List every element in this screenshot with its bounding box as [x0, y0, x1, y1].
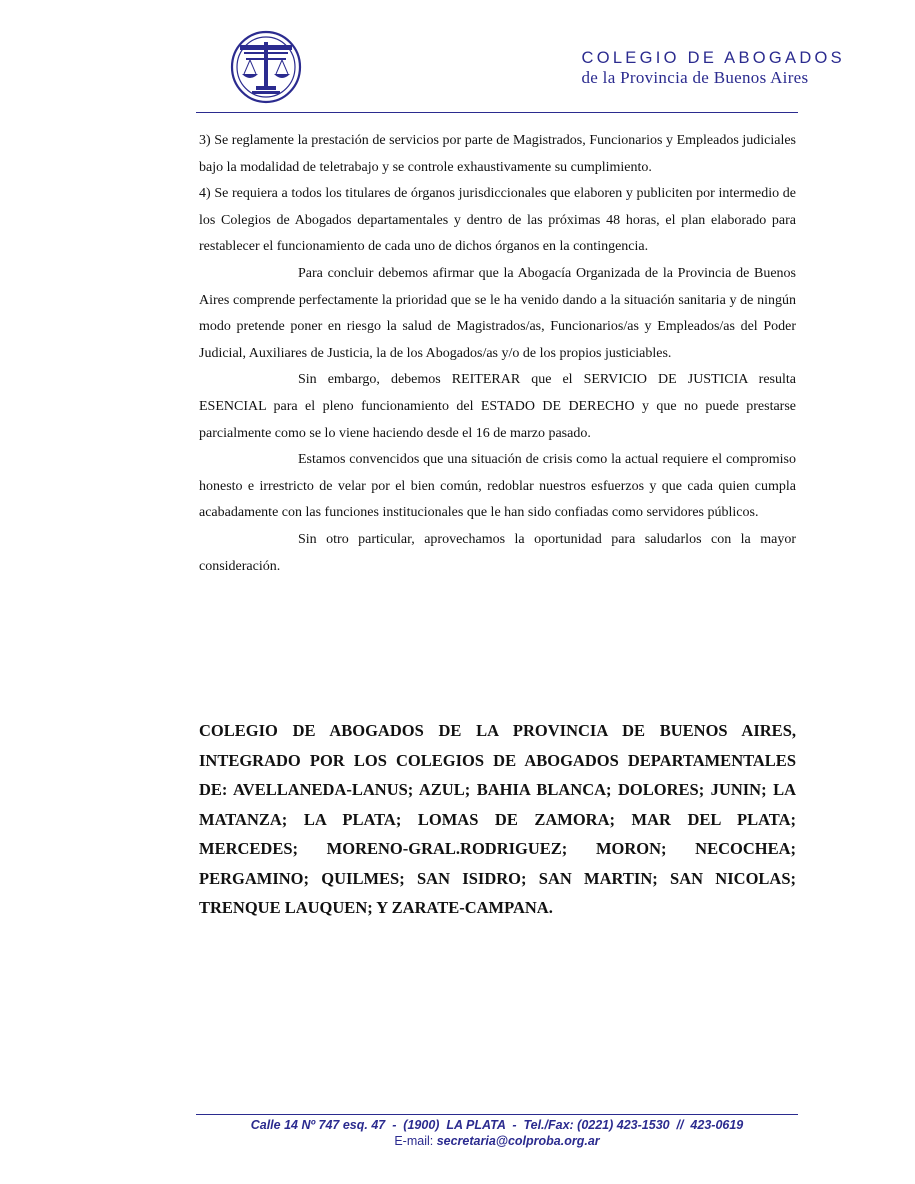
organization-name [581, 49, 845, 88]
paragraph-conclusion: Para concluir debemos afirmar que la Abogacía Organizada de la Provincia de Buenos Aires comprende perfectamente la prioridad que se le ha venido dando a la situación sanitaria y de ningún modo pretende poner en riesgo la salud de Magistrados/as, Funcionarios/as y Empleados/as del Poder Judicial, Auxiliares de Justicia, la de los Abogados/as y/o de los propios justiciables. [199, 265, 796, 361]
paragraph-item-4: 4) Se requiera a todos los titulares de órganos jurisdiccionales que elaboren y publiciten por intermedio de los Colegios de Abogados departamentales y dentro de las próximas 48 horas, el plan elaborado para restablecer el funcionamiento de cada uno de dichos órganos en la contingencia. [199, 186, 796, 255]
organization-title: COLEGIO DE ABOGADOS [581, 49, 845, 67]
paragraph-reiteration: Sin embargo, debemos REITERAR que el SERVICIO DE JUSTICIA resulta ESENCIAL para el pleno funcionamiento del ESTADO DE DERECHO y que no puede prestarse parcialmente como se lo viene haciendo desde el 16 de marzo pasado. [199, 372, 796, 441]
footer-divider [196, 1114, 798, 1115]
signature-block: COLEGIO DE ABOGADOS DE LA PROVINCIA DE BUENOS AIRES, INTEGRADO POR LOS COLEGIOS DE ABOGADOS DEPARTAMENTALES DE: AVELLANEDA-LANUS; AZUL; BAHIA BLANCA; DOLORES; JUNIN; LA MATANZA; LA PLATA; LOMAS DE ZAMORA; MAR DEL PLATA; MERCEDES; MORENO-GRAL.RODRIGUEZ; MORON; NECOCHEA; PERGAMINO; QUILMES; SAN ISIDRO; SAN MARTIN; SAN NICOLAS; TRENQUE LAUQUEN; Y ZARATE-CAMPANA. [199, 721, 796, 917]
footer [196, 1117, 798, 1149]
footer-address: Calle 14 Nº 747 esq. 47 - (1900) LA PLATA - Tel./Fax: (0221) 423-1530 // 423-0619 [250, 1118, 744, 1132]
header-divider [196, 112, 798, 113]
paragraph-farewell: Sin otro particular, aprovechamos la oportunidad para saludarlos con la mayor consideración. [199, 531, 796, 574]
paragraph-item-3: 3) Se reglamente la prestación de servicios por parte de Magistrados, Funcionarios y Empleados judiciales bajo la modalidad de teletrabajo y se controle exhaustivamente su cumplimiento. [199, 133, 796, 175]
letter-body [199, 128, 796, 580]
email-label: E-mail: [394, 1134, 437, 1148]
bar-association-seal-logo [230, 30, 302, 104]
organization-subtitle: de la Provincia de Buenos Aires [581, 68, 809, 87]
footer-email-line [196, 1133, 798, 1149]
paragraph-commitment: Estamos convencidos que una situación de crisis como la actual requiere el compromiso honesto e irrestricto de velar por el bien común, redoblar nuestros esfuerzos y que cada quien cumpla acabadamente con las funciones institucionales que le han sido confiadas como servidores públicos. [199, 452, 796, 521]
email-link[interactable]: secretaria@colproba.org.ar [436, 1134, 600, 1148]
